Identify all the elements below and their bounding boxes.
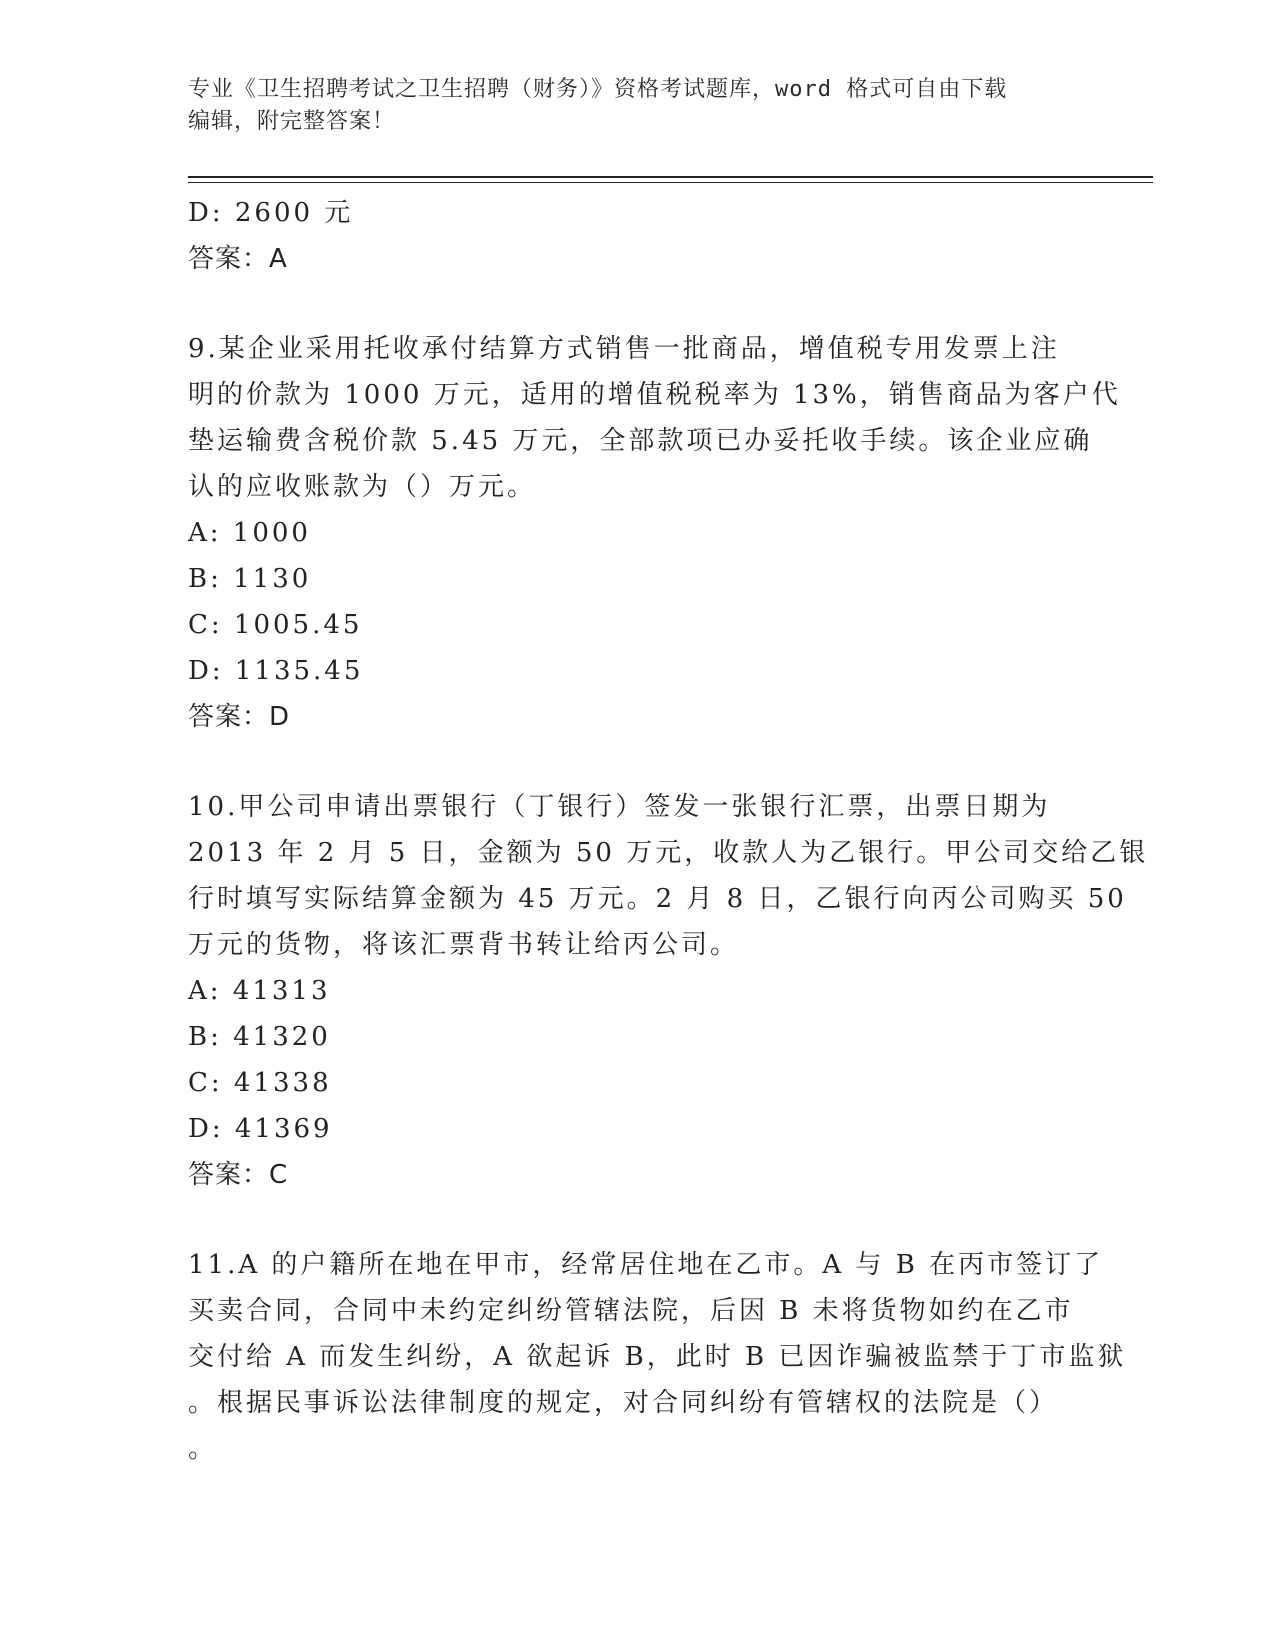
option-d: D: 41369 (188, 1114, 333, 1144)
question-text-line: 2013 年 2 月 5 日，金额为 50 万元，收款人为乙银行。甲公司交给乙银 (188, 838, 1149, 868)
question-text-line: 11.A 的户籍所在地在甲市，经常居住地在乙市。A 与 B 在丙市签订了 (188, 1250, 1104, 1280)
page-header (188, 74, 1068, 138)
header-divider-thick (188, 176, 1153, 178)
question-text-line: 10.甲公司申请出票银行（丁银行）签发一张银行汇票，出票日期为 (188, 792, 1051, 822)
option-b: B: 41320 (188, 1022, 331, 1052)
option-a: A: 1000 (188, 518, 311, 548)
option-b: B: 1130 (188, 564, 312, 594)
header-line-2: 编辑，附完整答案！ (188, 109, 396, 134)
option-d: D: 1135.45 (188, 656, 364, 686)
question-9 (188, 326, 1121, 740)
answer-line: 答案：A (188, 244, 288, 274)
option-a: A: 41313 (188, 976, 331, 1006)
question-10 (188, 784, 1149, 1198)
question-text-line: 。 (188, 1434, 218, 1464)
question-text-line: 明的价款为 1000 万元，适用的增值税税率为 13%，销售商品为客户代 (188, 380, 1121, 410)
question-text-line: 认的应收账款为（）万元。 (188, 472, 537, 502)
answer-line: 答案：C (188, 1160, 289, 1190)
option-c: C: 41338 (188, 1068, 332, 1098)
option-c: C: 1005.45 (188, 610, 363, 640)
header-line-1: 专业《卫生招聘考试之卫生招聘（财务）》资格考试题库，word 格式可自由下载 (188, 77, 1008, 102)
question-text-line: 买卖合同，合同中未约定纠纷管辖法院，后因 B 未将货物如约在乙市 (188, 1296, 1074, 1326)
question-11 (188, 1242, 1127, 1472)
question-content (188, 190, 1149, 1472)
question-text-line: 行时填写实际结算金额为 45 万元。2 月 8 日，乙银行向丙公司购买 50 (188, 884, 1127, 914)
header-divider-thin (188, 182, 1153, 183)
option-d: D: 2600 元 (188, 198, 354, 228)
answer-line: 答案：D (188, 702, 291, 732)
question-text-line: 垫运输费含税价款 5.45 万元，全部款项已办妥托收手续。该企业应确 (188, 426, 1093, 456)
question-text-line: 交付给 A 而发生纠纷，A 欲起诉 B，此时 B 已因诈骗被监禁于丁市监狱 (188, 1342, 1127, 1372)
question-text-line: 9.某企业采用托收承付结算方式销售一批商品，增值税专用发票上注 (188, 334, 1060, 364)
question-text-line: 。根据民事诉讼法律制度的规定，对合同纠纷有管辖权的法院是（） (188, 1388, 1059, 1418)
question-text-line: 万元的货物，将该汇票背书转让给丙公司。 (188, 930, 740, 960)
